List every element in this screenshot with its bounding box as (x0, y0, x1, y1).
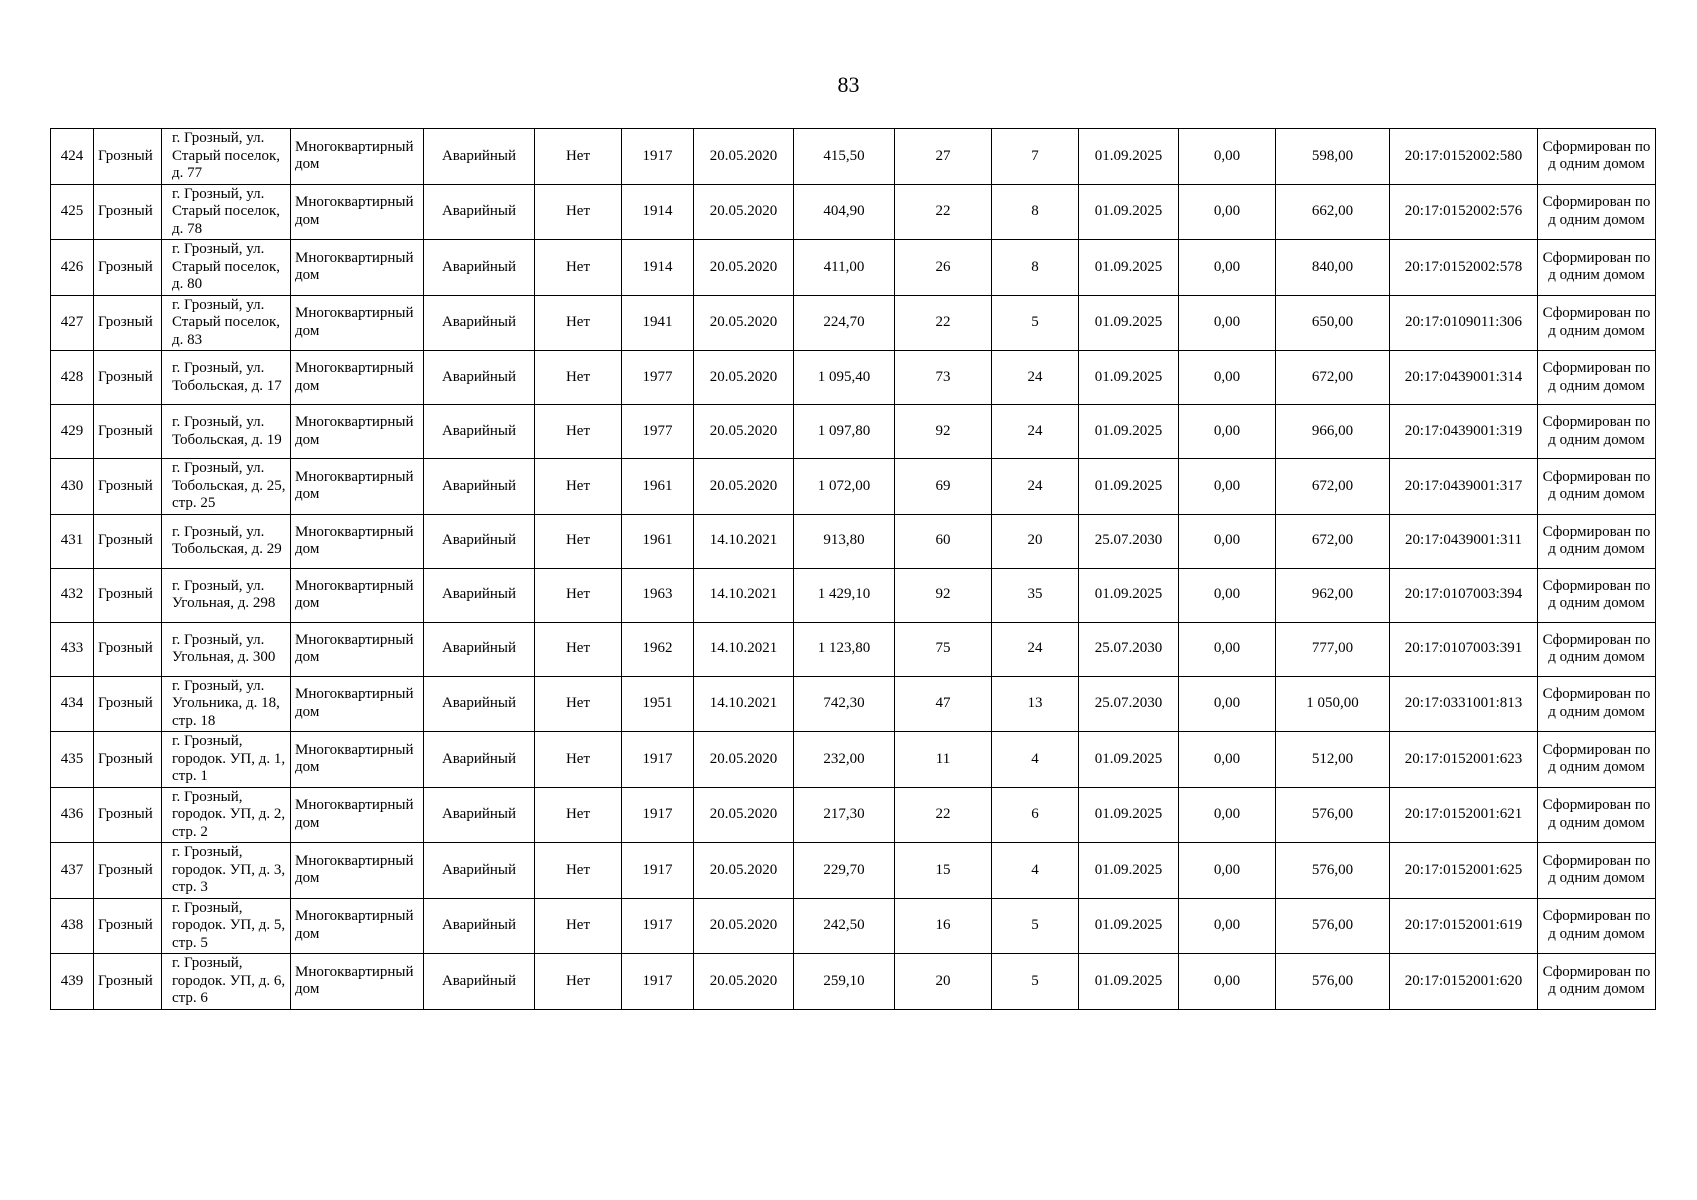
apartments-cell: 5 (992, 954, 1079, 1010)
city-cell: Грозный (94, 787, 162, 843)
table-row (51, 676, 1656, 732)
cadastral-number-cell: 20:17:0439001:319 (1390, 405, 1538, 459)
residents-cell: 75 (895, 622, 992, 676)
residents-cell: 22 (895, 787, 992, 843)
table-row (51, 568, 1656, 622)
row-number-cell: 437 (51, 843, 94, 899)
year-built-cell: 1917 (622, 787, 694, 843)
address-cell: г. Грозный, ул. Старый поселок, д. 78 (162, 184, 291, 240)
area-cell: 224,70 (794, 295, 895, 351)
resettlement-date-cell: 25.07.2030 (1079, 622, 1179, 676)
plot-status-cell: Сформирован под одним домом (1538, 568, 1656, 622)
zero-value-cell: 0,00 (1179, 787, 1276, 843)
condition-cell: Аварийный (424, 843, 535, 899)
plot-area-cell: 777,00 (1276, 622, 1390, 676)
city-cell: Грозный (94, 184, 162, 240)
residents-cell: 22 (895, 295, 992, 351)
year-built-cell: 1917 (622, 843, 694, 899)
condition-cell: Аварийный (424, 787, 535, 843)
resettlement-date-cell: 01.09.2025 (1079, 405, 1179, 459)
resettlement-date-cell: 01.09.2025 (1079, 459, 1179, 515)
address-cell: г. Грозный, ул. Старый поселок, д. 83 (162, 295, 291, 351)
zero-value-cell: 0,00 (1179, 954, 1276, 1010)
row-number-cell: 430 (51, 459, 94, 515)
recognition-date-cell: 20.05.2020 (694, 843, 794, 899)
cadastral-number-cell: 20:17:0152002:576 (1390, 184, 1538, 240)
area-cell: 229,70 (794, 843, 895, 899)
zero-value-cell: 0,00 (1179, 405, 1276, 459)
city-cell: Грозный (94, 514, 162, 568)
address-cell: г. Грозный, городок. УП, д. 5, стр. 5 (162, 898, 291, 954)
condition-cell: Аварийный (424, 898, 535, 954)
resettlement-date-cell: 01.09.2025 (1079, 184, 1179, 240)
plot-area-cell: 650,00 (1276, 295, 1390, 351)
address-cell: г. Грозный, ул. Тобольская, д. 19 (162, 405, 291, 459)
residents-cell: 20 (895, 954, 992, 1010)
plot-status-cell: Сформирован под одним домом (1538, 514, 1656, 568)
house-type-cell: Многоквартирный дом (291, 622, 424, 676)
address-cell: г. Грозный, ул. Старый поселок, д. 77 (162, 129, 291, 185)
resettlement-date-cell: 01.09.2025 (1079, 843, 1179, 899)
resettlement-date-cell: 01.09.2025 (1079, 351, 1179, 405)
house-type-cell: Многоквартирный дом (291, 351, 424, 405)
cadastral-number-cell: 20:17:0152001:619 (1390, 898, 1538, 954)
flag-cell: Нет (535, 459, 622, 515)
condition-cell: Аварийный (424, 676, 535, 732)
residents-cell: 69 (895, 459, 992, 515)
flag-cell: Нет (535, 676, 622, 732)
area-cell: 1 097,80 (794, 405, 895, 459)
plot-status-cell: Сформирован под одним домом (1538, 732, 1656, 788)
cadastral-number-cell: 20:17:0152002:578 (1390, 240, 1538, 296)
apartments-cell: 24 (992, 351, 1079, 405)
house-type-cell: Многоквартирный дом (291, 295, 424, 351)
row-number-cell: 433 (51, 622, 94, 676)
residents-cell: 27 (895, 129, 992, 185)
table-row (51, 843, 1656, 899)
house-type-cell: Многоквартирный дом (291, 184, 424, 240)
residents-cell: 60 (895, 514, 992, 568)
zero-value-cell: 0,00 (1179, 514, 1276, 568)
row-number-cell: 436 (51, 787, 94, 843)
area-cell: 1 095,40 (794, 351, 895, 405)
plot-area-cell: 672,00 (1276, 351, 1390, 405)
year-built-cell: 1951 (622, 676, 694, 732)
zero-value-cell: 0,00 (1179, 898, 1276, 954)
plot-status-cell: Сформирован под одним домом (1538, 676, 1656, 732)
row-number-cell: 432 (51, 568, 94, 622)
year-built-cell: 1941 (622, 295, 694, 351)
address-cell: г. Грозный, ул. Тобольская, д. 25, стр. 25 (162, 459, 291, 515)
plot-area-cell: 576,00 (1276, 954, 1390, 1010)
house-type-cell: Многоквартирный дом (291, 240, 424, 296)
year-built-cell: 1914 (622, 240, 694, 296)
resettlement-date-cell: 01.09.2025 (1079, 898, 1179, 954)
year-built-cell: 1961 (622, 514, 694, 568)
plot-area-cell: 962,00 (1276, 568, 1390, 622)
condition-cell: Аварийный (424, 129, 535, 185)
row-number-cell: 434 (51, 676, 94, 732)
flag-cell: Нет (535, 898, 622, 954)
zero-value-cell: 0,00 (1179, 184, 1276, 240)
plot-area-cell: 672,00 (1276, 514, 1390, 568)
area-cell: 259,10 (794, 954, 895, 1010)
resettlement-date-cell: 25.07.2030 (1079, 676, 1179, 732)
apartments-cell: 7 (992, 129, 1079, 185)
house-type-cell: Многоквартирный дом (291, 568, 424, 622)
city-cell: Грозный (94, 568, 162, 622)
city-cell: Грозный (94, 843, 162, 899)
cadastral-number-cell: 20:17:0439001:317 (1390, 459, 1538, 515)
plot-status-cell: Сформирован под одним домом (1538, 184, 1656, 240)
house-type-cell: Многоквартирный дом (291, 405, 424, 459)
row-number-cell: 429 (51, 405, 94, 459)
address-cell: г. Грозный, ул. Тобольская, д. 29 (162, 514, 291, 568)
condition-cell: Аварийный (424, 240, 535, 296)
zero-value-cell: 0,00 (1179, 295, 1276, 351)
zero-value-cell: 0,00 (1179, 351, 1276, 405)
cadastral-number-cell: 20:17:0152001:620 (1390, 954, 1538, 1010)
house-type-cell: Многоквартирный дом (291, 787, 424, 843)
address-cell: г. Грозный, ул. Тобольская, д. 17 (162, 351, 291, 405)
table-row (51, 129, 1656, 185)
plot-area-cell: 576,00 (1276, 787, 1390, 843)
flag-cell: Нет (535, 622, 622, 676)
area-cell: 913,80 (794, 514, 895, 568)
year-built-cell: 1962 (622, 622, 694, 676)
apartments-cell: 13 (992, 676, 1079, 732)
year-built-cell: 1977 (622, 351, 694, 405)
cadastral-number-cell: 20:17:0152001:625 (1390, 843, 1538, 899)
housing-registry-table (50, 128, 1656, 1010)
apartments-cell: 6 (992, 787, 1079, 843)
plot-area-cell: 576,00 (1276, 843, 1390, 899)
area-cell: 411,00 (794, 240, 895, 296)
city-cell: Грозный (94, 954, 162, 1010)
table-row (51, 459, 1656, 515)
area-cell: 742,30 (794, 676, 895, 732)
apartments-cell: 24 (992, 405, 1079, 459)
house-type-cell: Многоквартирный дом (291, 514, 424, 568)
apartments-cell: 5 (992, 295, 1079, 351)
address-cell: г. Грозный, городок. УП, д. 2, стр. 2 (162, 787, 291, 843)
city-cell: Грозный (94, 898, 162, 954)
city-cell: Грозный (94, 459, 162, 515)
condition-cell: Аварийный (424, 568, 535, 622)
recognition-date-cell: 20.05.2020 (694, 787, 794, 843)
apartments-cell: 35 (992, 568, 1079, 622)
recognition-date-cell: 14.10.2021 (694, 514, 794, 568)
area-cell: 1 072,00 (794, 459, 895, 515)
recognition-date-cell: 20.05.2020 (694, 732, 794, 788)
recognition-date-cell: 14.10.2021 (694, 622, 794, 676)
apartments-cell: 20 (992, 514, 1079, 568)
condition-cell: Аварийный (424, 622, 535, 676)
zero-value-cell: 0,00 (1179, 240, 1276, 296)
apartments-cell: 24 (992, 459, 1079, 515)
plot-status-cell: Сформирован под одним домом (1538, 405, 1656, 459)
recognition-date-cell: 20.05.2020 (694, 184, 794, 240)
apartments-cell: 4 (992, 843, 1079, 899)
year-built-cell: 1961 (622, 459, 694, 515)
flag-cell: Нет (535, 787, 622, 843)
house-type-cell: Многоквартирный дом (291, 898, 424, 954)
house-type-cell: Многоквартирный дом (291, 954, 424, 1010)
apartments-cell: 4 (992, 732, 1079, 788)
row-number-cell: 438 (51, 898, 94, 954)
year-built-cell: 1917 (622, 129, 694, 185)
residents-cell: 26 (895, 240, 992, 296)
area-cell: 415,50 (794, 129, 895, 185)
zero-value-cell: 0,00 (1179, 459, 1276, 515)
address-cell: г. Грозный, ул. Угольника, д. 18, стр. 18 (162, 676, 291, 732)
condition-cell: Аварийный (424, 514, 535, 568)
flag-cell: Нет (535, 732, 622, 788)
table-row (51, 184, 1656, 240)
plot-area-cell: 598,00 (1276, 129, 1390, 185)
cadastral-number-cell: 20:17:0152002:580 (1390, 129, 1538, 185)
plot-status-cell: Сформирован под одним домом (1538, 898, 1656, 954)
flag-cell: Нет (535, 351, 622, 405)
area-cell: 404,90 (794, 184, 895, 240)
table-body (51, 129, 1656, 1010)
plot-status-cell: Сформирован под одним домом (1538, 295, 1656, 351)
city-cell: Грозный (94, 351, 162, 405)
plot-area-cell: 1 050,00 (1276, 676, 1390, 732)
city-cell: Грозный (94, 676, 162, 732)
apartments-cell: 8 (992, 184, 1079, 240)
cadastral-number-cell: 20:17:0439001:311 (1390, 514, 1538, 568)
flag-cell: Нет (535, 184, 622, 240)
plot-area-cell: 840,00 (1276, 240, 1390, 296)
house-type-cell: Многоквартирный дом (291, 732, 424, 788)
address-cell: г. Грозный, городок. УП, д. 1, стр. 1 (162, 732, 291, 788)
apartments-cell: 8 (992, 240, 1079, 296)
row-number-cell: 428 (51, 351, 94, 405)
zero-value-cell: 0,00 (1179, 622, 1276, 676)
address-cell: г. Грозный, ул. Угольная, д. 298 (162, 568, 291, 622)
condition-cell: Аварийный (424, 732, 535, 788)
resettlement-date-cell: 25.07.2030 (1079, 514, 1179, 568)
zero-value-cell: 0,00 (1179, 129, 1276, 185)
address-cell: г. Грозный, городок. УП, д. 6, стр. 6 (162, 954, 291, 1010)
city-cell: Грозный (94, 732, 162, 788)
address-cell: г. Грозный, ул. Угольная, д. 300 (162, 622, 291, 676)
plot-area-cell: 662,00 (1276, 184, 1390, 240)
residents-cell: 47 (895, 676, 992, 732)
table-row (51, 405, 1656, 459)
plot-status-cell: Сформирован под одним домом (1538, 954, 1656, 1010)
year-built-cell: 1917 (622, 732, 694, 788)
city-cell: Грозный (94, 240, 162, 296)
table-row (51, 514, 1656, 568)
recognition-date-cell: 20.05.2020 (694, 898, 794, 954)
plot-status-cell: Сформирован под одним домом (1538, 459, 1656, 515)
city-cell: Грозный (94, 295, 162, 351)
plot-area-cell: 576,00 (1276, 898, 1390, 954)
condition-cell: Аварийный (424, 459, 535, 515)
year-built-cell: 1914 (622, 184, 694, 240)
cadastral-number-cell: 20:17:0107003:394 (1390, 568, 1538, 622)
row-number-cell: 431 (51, 514, 94, 568)
area-cell: 217,30 (794, 787, 895, 843)
row-number-cell: 439 (51, 954, 94, 1010)
table-row (51, 351, 1656, 405)
year-built-cell: 1917 (622, 954, 694, 1010)
plot-status-cell: Сформирован под одним домом (1538, 787, 1656, 843)
table-row (51, 240, 1656, 296)
zero-value-cell: 0,00 (1179, 732, 1276, 788)
resettlement-date-cell: 01.09.2025 (1079, 787, 1179, 843)
cadastral-number-cell: 20:17:0152001:623 (1390, 732, 1538, 788)
cadastral-number-cell: 20:17:0107003:391 (1390, 622, 1538, 676)
city-cell: Грозный (94, 622, 162, 676)
house-type-cell: Многоквартирный дом (291, 129, 424, 185)
condition-cell: Аварийный (424, 954, 535, 1010)
condition-cell: Аварийный (424, 184, 535, 240)
zero-value-cell: 0,00 (1179, 843, 1276, 899)
flag-cell: Нет (535, 129, 622, 185)
resettlement-date-cell: 01.09.2025 (1079, 568, 1179, 622)
house-type-cell: Многоквартирный дом (291, 843, 424, 899)
table-row (51, 732, 1656, 788)
area-cell: 232,00 (794, 732, 895, 788)
resettlement-date-cell: 01.09.2025 (1079, 954, 1179, 1010)
flag-cell: Нет (535, 843, 622, 899)
address-cell: г. Грозный, городок. УП, д. 3, стр. 3 (162, 843, 291, 899)
cadastral-number-cell: 20:17:0109011:306 (1390, 295, 1538, 351)
residents-cell: 15 (895, 843, 992, 899)
year-built-cell: 1977 (622, 405, 694, 459)
row-number-cell: 427 (51, 295, 94, 351)
row-number-cell: 425 (51, 184, 94, 240)
apartments-cell: 5 (992, 898, 1079, 954)
cadastral-number-cell: 20:17:0152001:621 (1390, 787, 1538, 843)
house-type-cell: Многоквартирный дом (291, 459, 424, 515)
flag-cell: Нет (535, 295, 622, 351)
year-built-cell: 1963 (622, 568, 694, 622)
flag-cell: Нет (535, 954, 622, 1010)
table-row (51, 787, 1656, 843)
table-row (51, 622, 1656, 676)
area-cell: 1 123,80 (794, 622, 895, 676)
condition-cell: Аварийный (424, 405, 535, 459)
plot-status-cell: Сформирован под одним домом (1538, 843, 1656, 899)
resettlement-date-cell: 01.09.2025 (1079, 732, 1179, 788)
table-row (51, 295, 1656, 351)
area-cell: 1 429,10 (794, 568, 895, 622)
residents-cell: 73 (895, 351, 992, 405)
zero-value-cell: 0,00 (1179, 568, 1276, 622)
plot-status-cell: Сформирован под одним домом (1538, 129, 1656, 185)
recognition-date-cell: 14.10.2021 (694, 568, 794, 622)
house-type-cell: Многоквартирный дом (291, 676, 424, 732)
plot-area-cell: 672,00 (1276, 459, 1390, 515)
cadastral-number-cell: 20:17:0439001:314 (1390, 351, 1538, 405)
residents-cell: 16 (895, 898, 992, 954)
recognition-date-cell: 20.05.2020 (694, 351, 794, 405)
condition-cell: Аварийный (424, 295, 535, 351)
residents-cell: 22 (895, 184, 992, 240)
resettlement-date-cell: 01.09.2025 (1079, 240, 1179, 296)
recognition-date-cell: 20.05.2020 (694, 405, 794, 459)
plot-status-cell: Сформирован под одним домом (1538, 351, 1656, 405)
flag-cell: Нет (535, 240, 622, 296)
recognition-date-cell: 20.05.2020 (694, 954, 794, 1010)
row-number-cell: 424 (51, 129, 94, 185)
resettlement-date-cell: 01.09.2025 (1079, 295, 1179, 351)
city-cell: Грозный (94, 405, 162, 459)
recognition-date-cell: 20.05.2020 (694, 129, 794, 185)
recognition-date-cell: 20.05.2020 (694, 240, 794, 296)
row-number-cell: 426 (51, 240, 94, 296)
row-number-cell: 435 (51, 732, 94, 788)
recognition-date-cell: 20.05.2020 (694, 295, 794, 351)
resettlement-date-cell: 01.09.2025 (1079, 129, 1179, 185)
table-row (51, 954, 1656, 1010)
zero-value-cell: 0,00 (1179, 676, 1276, 732)
plot-area-cell: 966,00 (1276, 405, 1390, 459)
address-cell: г. Грозный, ул. Старый поселок, д. 80 (162, 240, 291, 296)
plot-status-cell: Сформирован под одним домом (1538, 240, 1656, 296)
residents-cell: 11 (895, 732, 992, 788)
residents-cell: 92 (895, 405, 992, 459)
condition-cell: Аварийный (424, 351, 535, 405)
city-cell: Грозный (94, 129, 162, 185)
recognition-date-cell: 20.05.2020 (694, 459, 794, 515)
flag-cell: Нет (535, 514, 622, 568)
page-number: 83 (837, 72, 860, 97)
area-cell: 242,50 (794, 898, 895, 954)
recognition-date-cell: 14.10.2021 (694, 676, 794, 732)
residents-cell: 92 (895, 568, 992, 622)
cadastral-number-cell: 20:17:0331001:813 (1390, 676, 1538, 732)
flag-cell: Нет (535, 405, 622, 459)
apartments-cell: 24 (992, 622, 1079, 676)
table-row (51, 898, 1656, 954)
flag-cell: Нет (535, 568, 622, 622)
plot-area-cell: 512,00 (1276, 732, 1390, 788)
plot-status-cell: Сформирован под одним домом (1538, 622, 1656, 676)
year-built-cell: 1917 (622, 898, 694, 954)
